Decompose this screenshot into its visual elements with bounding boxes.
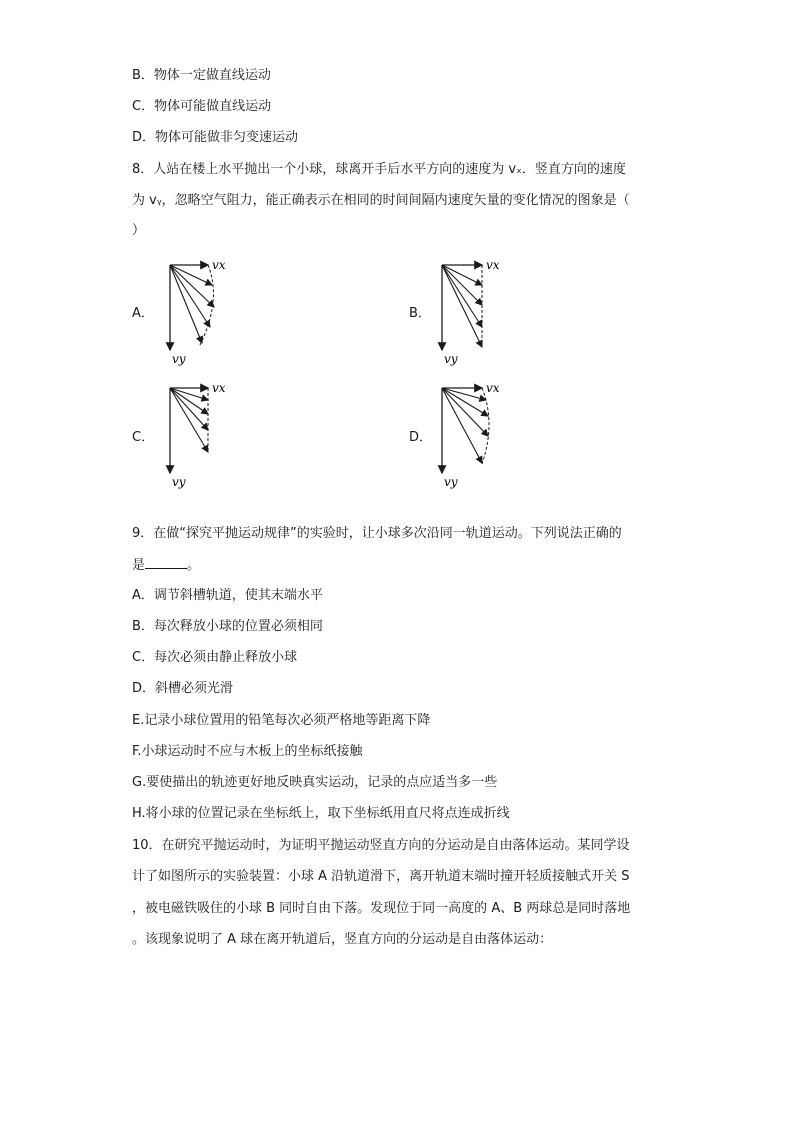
q8-option-c-label: C． xyxy=(132,430,155,445)
q8-stem-line3: ） xyxy=(132,223,146,238)
q8-stem-line2: 为 vᵧ，忽略空气阻力，能正确表示在相同的时间间隔内速度矢量的变化情况的图象是（ xyxy=(132,193,630,208)
velocity-arrow xyxy=(442,265,482,305)
vx-label: vx xyxy=(486,381,500,395)
q8-option-c-figure xyxy=(160,378,240,498)
q9-option-e: E.记录小球位置用的铅笔每次必须严格地等距离下降 xyxy=(132,713,431,728)
answer-blank[interactable] xyxy=(145,556,187,569)
q7-option-c: C．物体可能做直线运动 xyxy=(132,99,272,114)
q9-stem-line2 xyxy=(132,556,200,575)
vx-label: vx xyxy=(486,258,500,272)
velocity-arrow xyxy=(442,388,486,400)
q7-option-d: D．物体可能做非匀变速运动 xyxy=(132,130,299,145)
q9-option-b: B．每次释放小球的位置必须相同 xyxy=(132,619,323,634)
q10-stem-line4: 。该现象说明了 A 球在离开轨道后，竖直方向的分运动是自由落体运动： xyxy=(132,932,553,947)
velocity-arrow xyxy=(170,388,208,452)
q9-option-f: F.小球运动时不应与木板上的坐标纸接触 xyxy=(132,744,363,759)
q10-stem-line3: ，被电磁铁吸住的小球 B 同时自由下落。发现位于同一高度的 A、B 两球总是同时落地 xyxy=(132,901,631,916)
velocity-arrow xyxy=(442,265,482,347)
q8-option-b-figure xyxy=(432,255,512,375)
vy-label: vy xyxy=(172,352,186,366)
q9-option-a: A．调节斜槽轨道，使其末端水平 xyxy=(132,588,323,603)
q9-option-h: H.将小球的位置记录在坐标纸上，取下坐标纸用直尺将点连成折线 xyxy=(132,806,510,821)
q9-option-g: G.要使描出的轨迹更好地反映真实运动，记录的点应适当多一些 xyxy=(132,775,498,790)
vy-label: vy xyxy=(172,475,186,489)
q8-option-d-figure xyxy=(432,378,512,498)
q8-option-b-label: B． xyxy=(409,306,431,321)
velocity-arrow xyxy=(170,265,202,343)
velocity-arrow xyxy=(442,388,482,463)
velocity-arrow xyxy=(170,265,214,307)
vx-label: vx xyxy=(212,381,226,395)
vx-label: vx xyxy=(212,258,226,272)
q10-stem-line1: 10．在研究平抛运动时，为证明平抛运动竖直方向的分运动是自由落体运动。某同学设 xyxy=(132,838,630,853)
q9-option-c: C．每次必须由静止释放小球 xyxy=(132,650,298,665)
q9-stem-prefix: 是 xyxy=(132,558,146,573)
q9-stem-line1: 9．在做“探究平抛运动规律”的实验时，让小球多次沿同一轨道运动。下列说法正确的 xyxy=(132,526,622,541)
q8-option-a-label: A． xyxy=(132,306,154,321)
q9-option-d: D．斜槽必须光滑 xyxy=(132,681,234,696)
velocity-arrow xyxy=(170,388,208,414)
q7-option-b: B．物体一定做直线运动 xyxy=(132,68,271,83)
q8-stem-line1: 8．人站在楼上水平抛出一个小球，球离开手后水平方向的速度为 vₓ．竖直方向的速度 xyxy=(132,162,626,177)
velocity-arrow xyxy=(442,265,482,327)
vy-label: vy xyxy=(444,352,458,366)
q9-stem-suffix: 。 xyxy=(187,558,201,573)
q8-option-a-figure xyxy=(160,255,240,375)
vy-label: vy xyxy=(444,475,458,489)
q10-stem-line2: 计了如图所示的实验装置：小球 A 沿轨道滑下，离开轨道末端时撞开轻质接触式开关 S xyxy=(132,869,630,884)
q8-option-d-label: D． xyxy=(409,430,433,445)
